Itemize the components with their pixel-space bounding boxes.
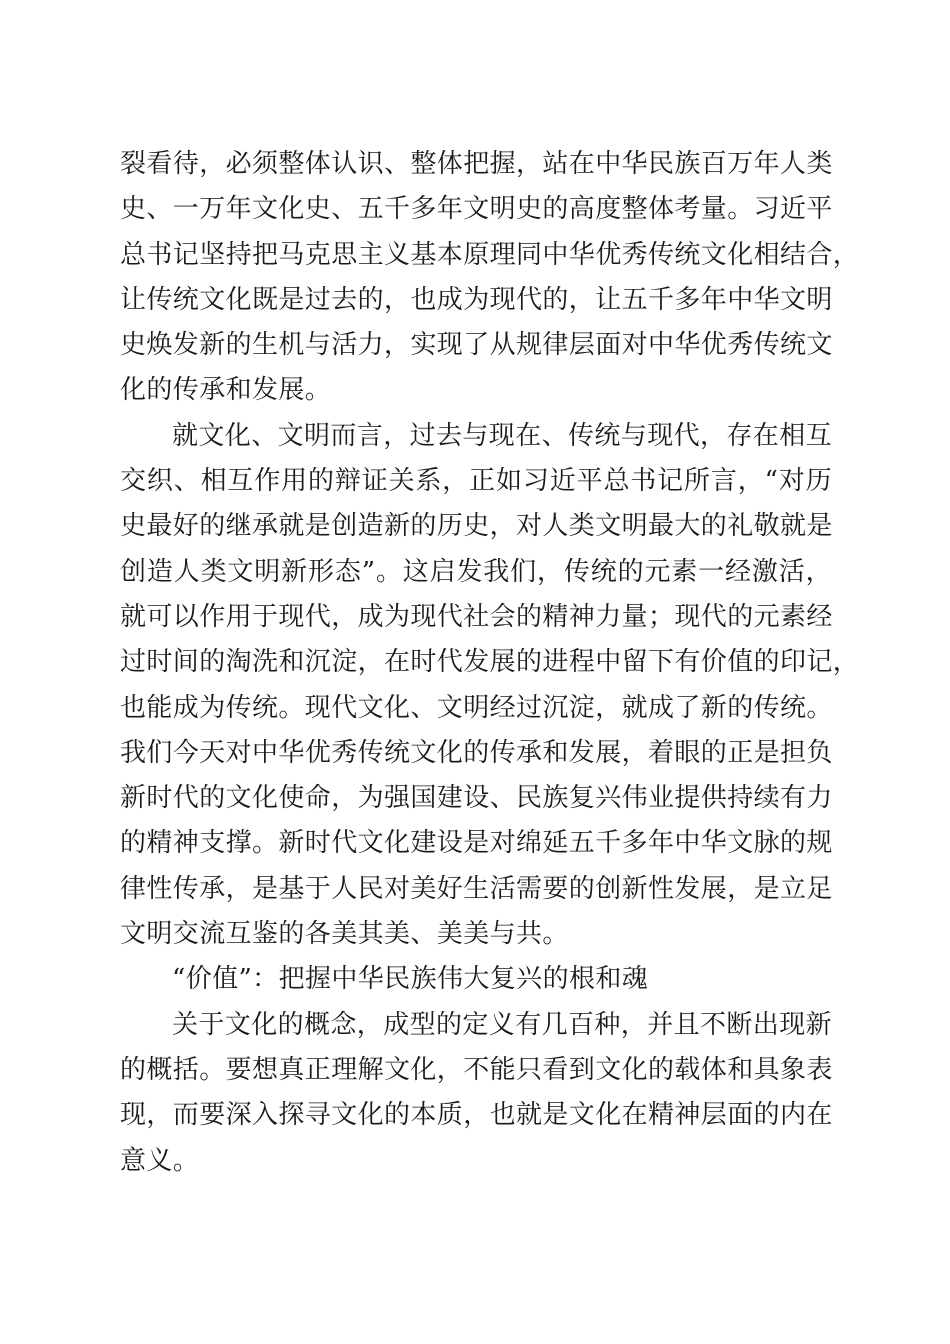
text-line: 的概括。要想真正理解文化，不能只看到文化的载体和具象表 bbox=[120, 1054, 833, 1085]
text-line: 总书记坚持把马克思主义基本原理同中华优秀传统文化相结合， bbox=[120, 239, 860, 270]
text-line: 史焕发新的生机与活力，实现了从规律层面对中华优秀传统文 bbox=[120, 330, 833, 361]
text-line: 史最好的继承就是创造新的历史，对人类文明最大的礼敬就是 bbox=[120, 511, 833, 542]
text-line: 就可以作用于现代，成为现代社会的精神力量；现代的元素经 bbox=[120, 601, 833, 632]
text-line: 我们今天对中华优秀传统文化的传承和发展，着眼的正是担负 bbox=[120, 737, 833, 768]
text-line: 现，而要深入探寻文化的本质，也就是文化在精神层面的内在 bbox=[120, 1100, 833, 1131]
text-line: 化的传承和发展。 bbox=[120, 375, 332, 406]
text-line: 交织、相互作用的辩证关系，正如习近平总书记所言，“对历 bbox=[120, 466, 832, 497]
text-line: 文明交流互鉴的各美其美、美美与共。 bbox=[120, 919, 569, 950]
text-line: 让传统文化既是过去的，也成为现代的，让五千多年中华文明 bbox=[120, 284, 833, 315]
text-line: 过时间的淘洗和沉淀，在时代发展的进程中留下有价值的印记， bbox=[120, 647, 860, 678]
text-line: 史、一万年文化史、五千多年文明史的高度整体考量。习近平 bbox=[120, 194, 833, 225]
text-line: 新时代的文化使命，为强国建设、民族复兴伟业提供持续有力 bbox=[120, 783, 833, 814]
text-line: 创造人类文明新形态”。这启发我们，传统的元素一经激活， bbox=[120, 556, 832, 587]
text-line: 的精神支撑。新时代文化建设是对绵延五千多年中华文脉的规 bbox=[120, 828, 833, 859]
text-line: 裂看待，必须整体认识、整体把握，站在中华民族百万年人类 bbox=[120, 149, 833, 179]
text-line: 意义。 bbox=[120, 1145, 200, 1176]
body-text bbox=[120, 142, 860, 1184]
text-line: 也能成为传统。现代文化、文明经过沉淀，就成了新的传统。 bbox=[120, 692, 833, 723]
paragraph-first-line: 就文化、文明而言，过去与现在、传统与现代，存在相互 bbox=[172, 420, 833, 451]
paragraph-first-line: “价值”：把握中华民族伟大复兴的根和魂 bbox=[172, 964, 649, 995]
paragraph-first-line: 关于文化的概念，成型的定义有几百种，并且不断出现新 bbox=[172, 1009, 833, 1040]
text-line: 律性传承，是基于人民对美好生活需要的创新性发展，是立足 bbox=[120, 873, 833, 904]
